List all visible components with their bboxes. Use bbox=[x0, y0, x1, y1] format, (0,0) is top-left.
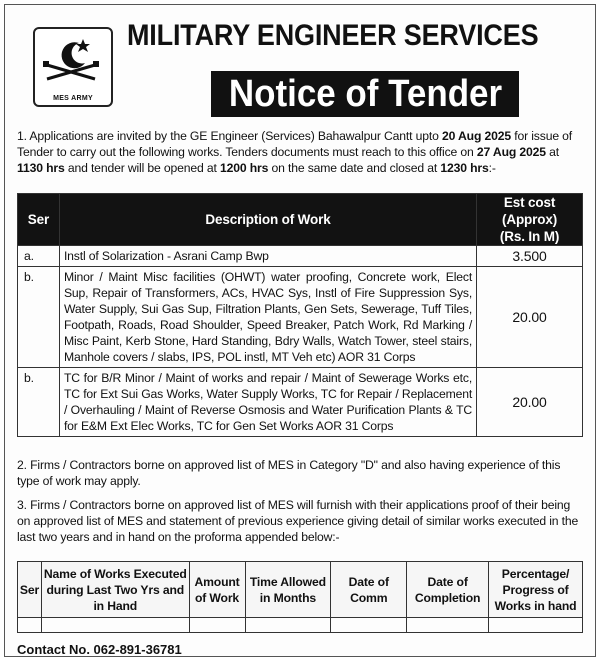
p1-text-4: and tender will be opened at bbox=[64, 161, 221, 175]
p1-closing-time: 1230 hrs bbox=[440, 161, 489, 175]
col-description: Description of Work bbox=[59, 194, 476, 246]
crossed-swords-crescent-icon bbox=[35, 29, 107, 93]
proforma-header bbox=[18, 562, 583, 618]
row-description: Minor / Maint Misc facilities (OHWT) water proofing, Concrete work, Elect Sup, Repair of Transformers, ACs, HVAC Sys, Instl of Fire Suppression Sys, Water Supply, Sui Gas Sup, Filtration Plants, Gen Sets, Sewerage, Tuff Tiles, Footpath, Roads, Road Shoulder, Speed Breaker, Patch Work, Rd Marking / Misc Paint, Kerb Stone, Hard Standing, Bdry Walls, Watch Tower, steel stairs, Manhole covers / slabs, IPS, POL instl, MT Veh etc) AOR 31 Corps bbox=[59, 267, 476, 368]
notice-title bbox=[211, 71, 519, 117]
row-ser: b. bbox=[18, 368, 60, 437]
pf-col-comm: Date of Comm bbox=[331, 562, 407, 618]
paragraph-1 bbox=[17, 128, 583, 176]
p1-opening-time: 1200 hrs bbox=[220, 161, 269, 175]
table-row bbox=[18, 368, 583, 437]
col-est-cost bbox=[477, 194, 583, 246]
table-row bbox=[18, 267, 583, 368]
pf-col-amount: Amount of Work bbox=[189, 562, 245, 618]
paragraph-3: 3. Firms / Contractors borne on approved list of MES will furnish with their applications proof of their being on approved list of MES and statement of previous experience giving detail of similar works executed in the last two years and in hand on the proforma appended below:- bbox=[17, 498, 579, 544]
col-est-cost-line2: (Rs. In M) bbox=[499, 229, 560, 244]
row-cost: 20.00 bbox=[477, 368, 583, 437]
works-table-header bbox=[18, 194, 583, 246]
notice-title-text: Notice of Tender bbox=[228, 73, 502, 115]
mes-army-logo bbox=[33, 27, 113, 107]
pf-col-completion: Date of Completion bbox=[407, 562, 489, 618]
logo-caption: MES ARMY bbox=[53, 95, 93, 102]
col-est-cost-line1: Est cost (Approx) bbox=[502, 195, 558, 227]
pf-col-time: Time Allowed in Months bbox=[245, 562, 331, 618]
row-cost: 20.00 bbox=[477, 267, 583, 368]
pf-col-name: Name of Works Executed during Last Two Yrs and in Hand bbox=[41, 562, 189, 618]
col-ser: Ser bbox=[18, 194, 60, 246]
contact-number: Contact No. 062-891-36781 bbox=[17, 642, 182, 657]
pf-col-progress: Percentage/ Progress of Works in hand bbox=[489, 562, 583, 618]
row-description: Instl of Solarization - Asrani Camp Bwp bbox=[59, 246, 476, 267]
row-cost: 3.500 bbox=[477, 246, 583, 267]
p1-text-3: at bbox=[545, 145, 560, 159]
table-row bbox=[18, 246, 583, 267]
p1-issue-date: 20 Aug 2025 bbox=[441, 129, 511, 143]
works-table bbox=[17, 193, 583, 437]
p1-submission-date: 27 Aug 2025 bbox=[476, 145, 546, 159]
p1-text-5: on the same date and closed at bbox=[268, 161, 441, 175]
row-ser: b. bbox=[18, 267, 60, 368]
pf-col-ser: Ser bbox=[18, 562, 42, 618]
p1-text-6: :- bbox=[488, 161, 496, 175]
p1-text-1: 1. Applications are invited by the GE Engineer (Services) Bahawalpur Cantt upto bbox=[17, 129, 442, 143]
row-description: TC for B/R Minor / Maint of works and repair / Maint of Sewerage Works etc, TC for Ext Sui Gas Works, Water Supply Works, TC for Repair / Replacement / Overhauling / Maint of Reverse Osmosis and Water Purification Plants & TC for E&M Ext Elec Works, TC for Gen Set Works AOR 31 Corps bbox=[59, 368, 476, 437]
p1-submission-time: 1130 hrs bbox=[17, 161, 65, 175]
row-ser: a. bbox=[18, 246, 60, 267]
tender-notice bbox=[4, 4, 596, 657]
proforma-table bbox=[17, 561, 583, 633]
p1-text-2: for issue of Tender to carry out the following works. Tenders documents must reach to this office on bbox=[17, 129, 573, 159]
org-name: MILITARY ENGINEER SERVICES bbox=[127, 19, 539, 52]
paragraph-2: 2. Firms / Contractors borne on approved list of MES in Category "D" and also having experience of this type of work may apply. bbox=[17, 458, 561, 488]
proforma-empty-row bbox=[18, 618, 583, 633]
